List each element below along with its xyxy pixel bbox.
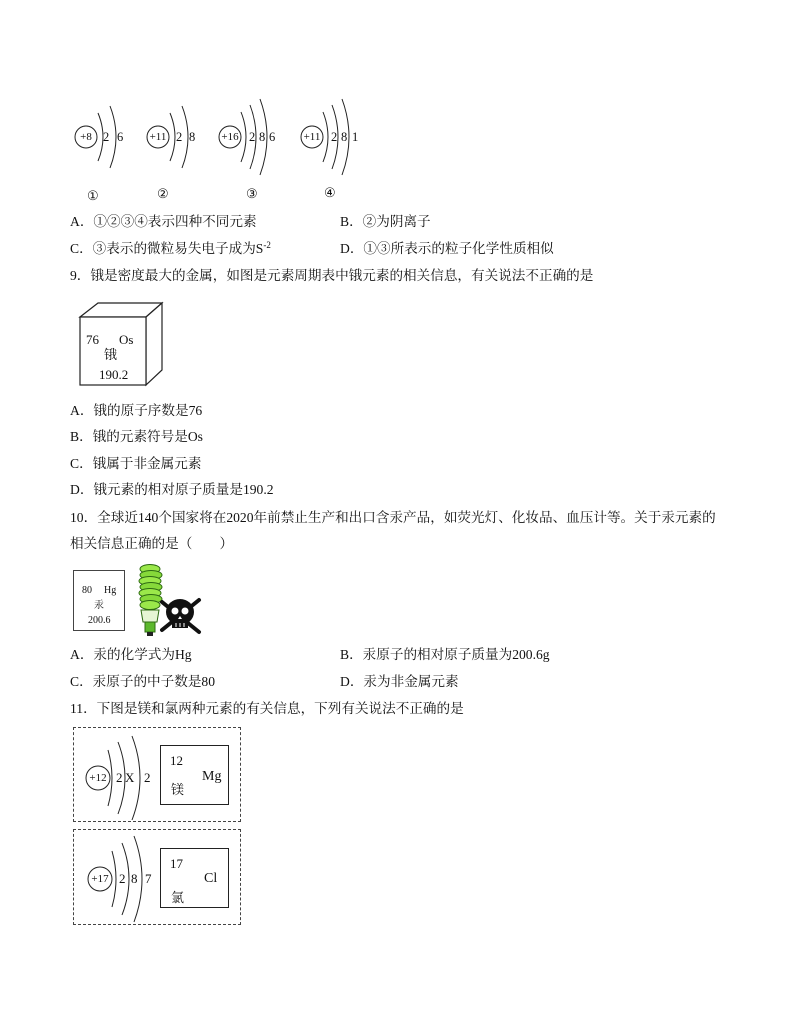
element-name: 汞 <box>94 600 104 611</box>
q9-option-d: D．锇元素的相对原子质量是190.2 <box>70 482 274 497</box>
atom-diagram-3 <box>216 97 296 177</box>
shell-electron-count: 6 <box>269 130 276 144</box>
shell-electron-count: 2 <box>103 130 110 144</box>
q10-stem-line-2: 相关信息正确的是（ ） <box>70 536 234 551</box>
diagram-label-4: ④ <box>324 185 336 200</box>
q8-option-d: D．①③所表示的粒子化学性质相似 <box>340 241 554 256</box>
atomic-number: 76 <box>86 332 99 347</box>
nucleus-charge: +17 <box>91 873 109 885</box>
shell-electron-count: X <box>125 770 135 785</box>
q11-stem: 11．下图是镁和氯两种元素的有关信息，下列有关说法不正确的是 <box>70 701 464 716</box>
element-symbol: Mg <box>202 769 222 784</box>
atom-diagram-4 <box>298 97 378 177</box>
shell-electron-count: 8 <box>259 130 266 144</box>
atomic-number: 17 <box>170 856 183 871</box>
nucleus-charge: +11 <box>303 131 321 143</box>
shell-electron-count: 2 <box>176 130 183 144</box>
q8-option-b: B．②为阴离子 <box>340 214 431 229</box>
atom-diagram-2 <box>144 97 224 177</box>
nucleus-charge: +16 <box>221 131 239 143</box>
chlorine-info-panel <box>73 829 241 925</box>
chlorine-element-card <box>160 848 229 908</box>
q9-option-a: A．锇的原子序数是76 <box>70 403 203 418</box>
q8-option-a: A．①②③④表示四种不同元素 <box>70 214 257 229</box>
skull-icon <box>162 599 199 632</box>
shell-electron-count: 2 <box>116 770 123 785</box>
q9-stem: 9．锇是密度最大的金属，如图是元素周期表中锇元素的相关信息，有关说法不正确的是 <box>70 268 594 283</box>
q10-stem-line-1: 10．全球近140个国家将在2020年前禁止生产和出口含汞产品，如荧光灯、化妆品、血压计等。关于汞元素的 <box>70 510 716 525</box>
element-symbol: Hg <box>104 585 117 596</box>
shell-electron-count: 6 <box>117 130 124 144</box>
shell-electron-count: 2 <box>119 871 126 886</box>
bulb-tip <box>147 632 153 636</box>
q10-option-a: A．汞的化学式为Hg <box>70 647 192 662</box>
atomic-mass: 190.2 <box>99 367 129 382</box>
q10-option-b: B．汞原子的相对原子质量为200.6g <box>340 647 550 662</box>
q10-option-c: C．汞原子的中子数是80 <box>70 674 216 689</box>
atom-diagram-1 <box>72 97 152 177</box>
diagram-label-2: ② <box>157 186 169 201</box>
fluorescent-bulb-with-skull-icon <box>136 562 204 638</box>
nucleus-charge: +11 <box>149 131 167 143</box>
shell-electron-count: 8 <box>341 130 348 144</box>
shell-electron-count: 2 <box>144 770 151 785</box>
q8-option-c <box>70 241 271 257</box>
element-name: 锇 <box>104 347 118 362</box>
shell-electron-count: 8 <box>131 871 138 886</box>
shell-electron-count: 1 <box>352 130 359 144</box>
magnesium-info-panel <box>73 727 241 822</box>
bulb-neck <box>145 622 155 632</box>
nucleus-charge: +8 <box>80 131 92 143</box>
nucleus-charge: +12 <box>89 772 107 784</box>
element-symbol: Cl <box>204 871 218 886</box>
shell-electron-count: 7 <box>145 871 152 886</box>
bulb-skull-illustration <box>136 562 204 638</box>
shell-electron-count: 2 <box>331 130 338 144</box>
q10-option-d: D．汞为非金属元素 <box>340 674 459 689</box>
cube-side-face <box>146 303 162 385</box>
bulb-coil <box>139 565 162 610</box>
atomic-number: 12 <box>170 753 183 768</box>
shell-electron-count: 2 <box>249 130 256 144</box>
q9-option-b: B．锇的元素符号是Os <box>70 429 203 444</box>
ion-charge-superscript: -2 <box>263 240 271 250</box>
element-name: 氯 <box>171 890 185 905</box>
magnesium-element-card <box>160 745 229 805</box>
atomic-mass: 200.6 <box>88 615 111 626</box>
q8-option-c-text: C．③表示的微粒易失电子成为S <box>70 241 264 256</box>
diagram-label-3: ③ <box>246 186 258 201</box>
diagram-label-1: ① <box>87 188 99 203</box>
electron-shell-arcs <box>112 836 142 922</box>
q9-option-c: C．锇属于非金属元素 <box>70 456 202 471</box>
electron-shell-arcs <box>108 736 140 820</box>
mercury-element-card <box>73 570 125 631</box>
element-symbol: Os <box>119 332 134 347</box>
bulb-base <box>141 610 159 622</box>
shell-electron-count: 8 <box>189 130 196 144</box>
element-name: 镁 <box>171 782 185 797</box>
atomic-number: 80 <box>82 585 92 596</box>
